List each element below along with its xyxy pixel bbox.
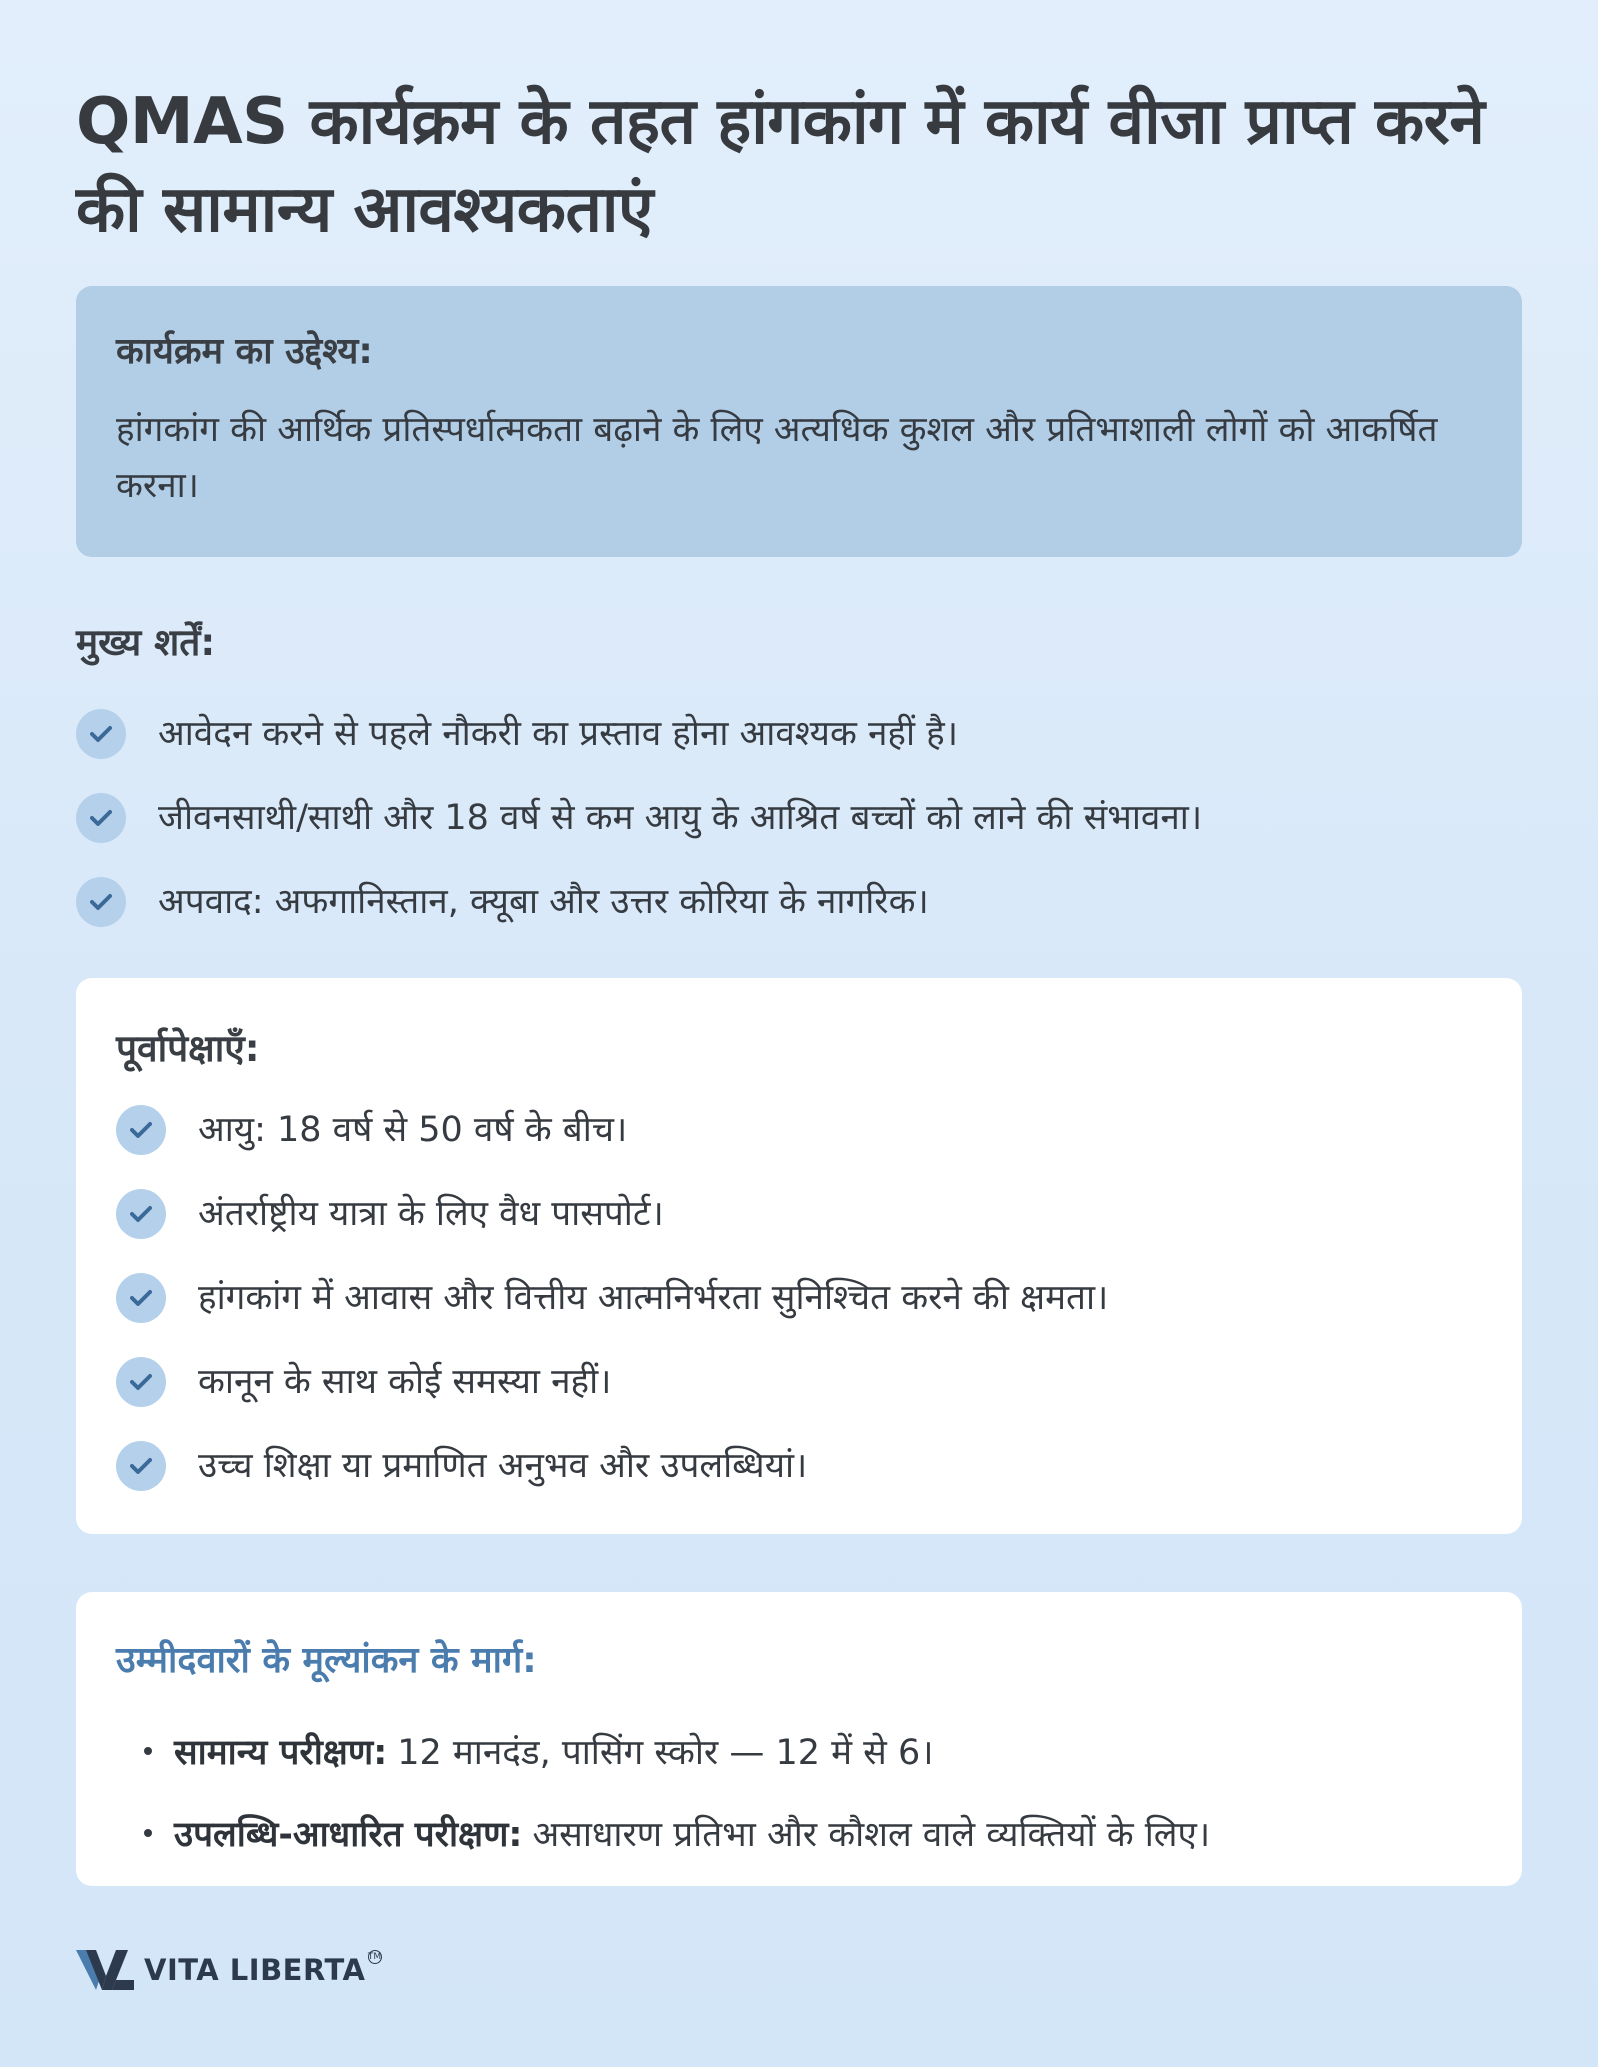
conditions-item	[76, 692, 1522, 776]
check-circle-icon	[76, 709, 126, 759]
page-title: QMAS कार्यक्रम के तहत हांगकांग में कार्य वीजा प्राप्त करने की सामान्य आवश्यकताएं	[76, 85, 1485, 247]
prerequisites-list	[116, 1088, 1482, 1508]
evaluation-path-item	[116, 1792, 1482, 1874]
check-circle-icon	[76, 877, 126, 927]
vita-liberta-logo	[76, 1948, 382, 1992]
evaluation-paths-list	[116, 1710, 1482, 1874]
evaluation-path-item	[116, 1710, 1482, 1792]
evaluation-path-text: 12 मानदंड, पासिंग स्कोर — 12 में से 6।	[397, 1732, 934, 1773]
prerequisites-heading: पूर्वापेक्षाएँ:	[116, 1027, 260, 1070]
logo-trademark: TM	[367, 1952, 382, 1962]
conditions-heading: मुख्य शर्तें:	[76, 621, 216, 664]
prerequisites-item	[116, 1088, 1482, 1172]
purpose-box	[76, 286, 1522, 557]
evaluation-path-text: असाधारण प्रतिभा और कौशल वाले व्यक्तियों के लिए।	[532, 1814, 1211, 1855]
prerequisites-item-text: हांगकांग में आवास और वित्तीय आत्मनिर्भरता सुनिश्चित करने की क्षमता।	[198, 1278, 1109, 1318]
bullet-icon	[144, 1747, 152, 1755]
conditions-item-text: अपवाद: अफगानिस्तान, क्यूबा और उत्तर कोरिया के नागरिक।	[158, 882, 929, 922]
prerequisites-item-text: आयु: 18 वर्ष से 50 वर्ष के बीच।	[198, 1110, 628, 1150]
check-circle-icon	[116, 1273, 166, 1323]
bullet-icon	[144, 1829, 152, 1837]
prerequisites-item-text: उच्च शिक्षा या प्रमाणित अनुभव और उपलब्धियां।	[198, 1446, 808, 1486]
check-circle-icon	[116, 1105, 166, 1155]
evaluation-path-term: सामान्य परीक्षण:	[174, 1732, 388, 1773]
purpose-text: हांगकांग की आर्थिक प्रतिस्पर्धात्मकता बढ़ाने के लिए अत्यधिक कुशल और प्रतिभाशाली लोगों को आकर्षित करना।	[116, 410, 1438, 506]
prerequisites-item-text: कानून के साथ कोई समस्या नहीं।	[198, 1362, 612, 1402]
prerequisites-item	[116, 1424, 1482, 1508]
evaluation-path-term: उपलब्धि-आधारित परीक्षण:	[174, 1814, 523, 1855]
prerequisites-card	[76, 978, 1522, 1534]
conditions-item-text: जीवनसाथी/साथी और 18 वर्ष से कम आयु के आश्रित बच्चों को लाने की संभावना।	[158, 798, 1203, 838]
prerequisites-item-text: अंतर्राष्ट्रीय यात्रा के लिए वैध पासपोर्ट।	[198, 1194, 664, 1234]
check-circle-icon	[116, 1189, 166, 1239]
prerequisites-item	[116, 1172, 1482, 1256]
conditions-item	[76, 776, 1522, 860]
evaluation-paths-card	[76, 1592, 1522, 1886]
prerequisites-item	[116, 1256, 1482, 1340]
logo-text: VITA LIBERTA	[144, 1953, 366, 1987]
conditions-item-text: आवेदन करने से पहले नौकरी का प्रस्ताव होना आवश्यक नहीं है।	[158, 714, 959, 754]
purpose-heading: कार्यक्रम का उद्देश्य:	[116, 331, 373, 372]
check-circle-icon	[116, 1357, 166, 1407]
conditions-section	[76, 616, 1522, 944]
check-circle-icon	[116, 1441, 166, 1491]
conditions-item	[76, 860, 1522, 944]
evaluation-paths-heading: उम्मीदवारों के मूल्यांकन के मार्ग:	[116, 1640, 537, 1681]
conditions-list	[76, 692, 1522, 944]
prerequisites-item	[116, 1340, 1482, 1424]
check-circle-icon	[76, 793, 126, 843]
vita-liberta-logo-icon	[76, 1948, 134, 1992]
